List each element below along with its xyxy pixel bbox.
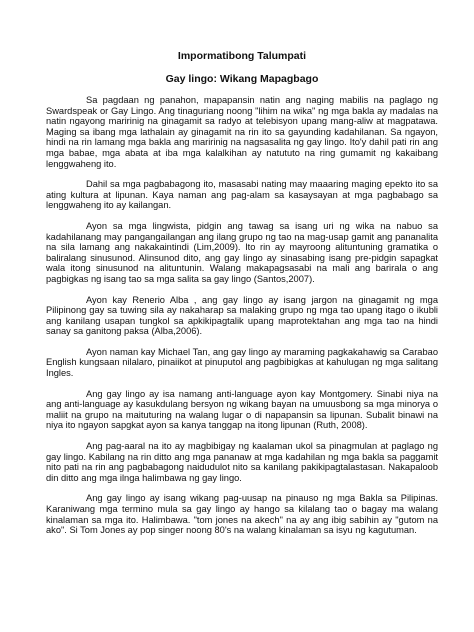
document-subtitle: Gay lingo: Wikang Mapagbago	[165, 73, 319, 85]
paragraph: Dahil sa mga pagbabagong ito, masasabi nating may maaaring maging epekto ito sa ating kultura at lipunan. Kaya naman ang pag-alam sa kasaysayan at mga pagbabago sa lenggwaheng ito ay kailangan.	[46, 179, 438, 211]
paragraph: Ayon naman kay Michael Tan, ang gay lingo ay maraming pagkakahawig sa Carabao English kungsaan nilalaro, pinaiikot at pinuputol ang pagbibigkas at kahulugan ng mga salitang Ingles.	[46, 346, 438, 379]
paragraph: Sa pagdaan ng panahon, mapapansin natin ang naging mabilis na paglago ng Swardspeak or Gay Lingo. Ang tinaguriang noong "lihim na wika" ng mga bakla ay madalas na natin ngayong maririnig na ginagamit sa radyo at telebisyon upang mang-aliw at magpatawa. Maging sa ibang mga lathalain ay ginagamit na rin ito sa gayunding kadahilanan. Sa ngayon, hindi na rin lamang mga bakla ang maririnig na nagsasalita ng gay lingo. Ito'y dahil pati rin ang mga babae, mga abata at iba mga kalalkihan ay natututo na ring gumamit ng kakaibang lenggwaheng ito.	[46, 95, 438, 169]
paragraph: Ang gay lingo ay isa namang anti-language ayon kay Montgomery. Sinabi niya na ang anti-language ay kasukdulang bersyon ng wikang bayan na umuusbong sa mga minorya o maliit na grupo na maituturing na walang lugar o di napapansin sa lipunan. Subalit binawi na niya ito ngayon sapgkat ayon sa kanya tanggap na itong lipunan (Ruth, 2008).	[46, 388, 438, 431]
paragraph: Ayon kay Renerio Alba , ang gay lingo ay isang jargon na ginagamit ng mga Pilipinong gay sa tuwing sila ay nakaharap sa malaking grupo ng mga tao upang itago o ikubli ang kanilang usapan tungkol sa apkikipagtalik upang maprotektahan ang mga tao na hindi sanay sa ganitong paksa (Alba,2006).	[46, 294, 438, 337]
paragraph: Ayon sa mga lingwista, pidgin ang tawag sa isang uri ng wika na nabuo sa kadahilanang may pangangailangan ang ilang grupo ng tao na mag-usap gamit ang pananalita na sila lamang ang nakakaintindi (Lim,2009). Ito rin ay mayroong alituntuning gramatika o baliralang sinusunod. Alinsunod dito, ang gay lingo ay sinasabing isang pre-pidgin sapagkat wala itong sinusunod na alituntunin. Walang makapagsasabi na mali ang barirala o ang pagbigkas ng isang tao sa mga salita sa gay lingo (Santos,2007).	[46, 220, 438, 284]
paragraph: Ang gay lingo ay isang wikang pag-uusap na pinauso ng mga Bakla sa Pilipinas. Karaniwang mga termino mula sa gay lingo ay hango sa kilalang tao o bagay ma walang kinalaman sa mga ito. Halimbawa. "tom jones na akech" na ay ang ibig sabihin ay "gutom na ako". Si Tom Jones ay pop singer noong 80's na walang kinalaman sa isyu ng kagutuman.	[46, 493, 438, 536]
paragraph: Ang pag-aaral na ito ay magbibigay ng kaalaman ukol sa pinagmulan at paglago ng gay lingo. Kabilang na rin ditto ang mga pananaw at mga kadahilan ng mga bakla sa paggamit nito pati na rin ang pagbabagong naidudulot nito sa kanilang pakikipagtalastasan. Nakapaloob din ditto ang mga ilnga halimbawa ng gay lingo.	[46, 441, 438, 483]
document-title: Impormatibong Talumpati	[177, 50, 307, 62]
